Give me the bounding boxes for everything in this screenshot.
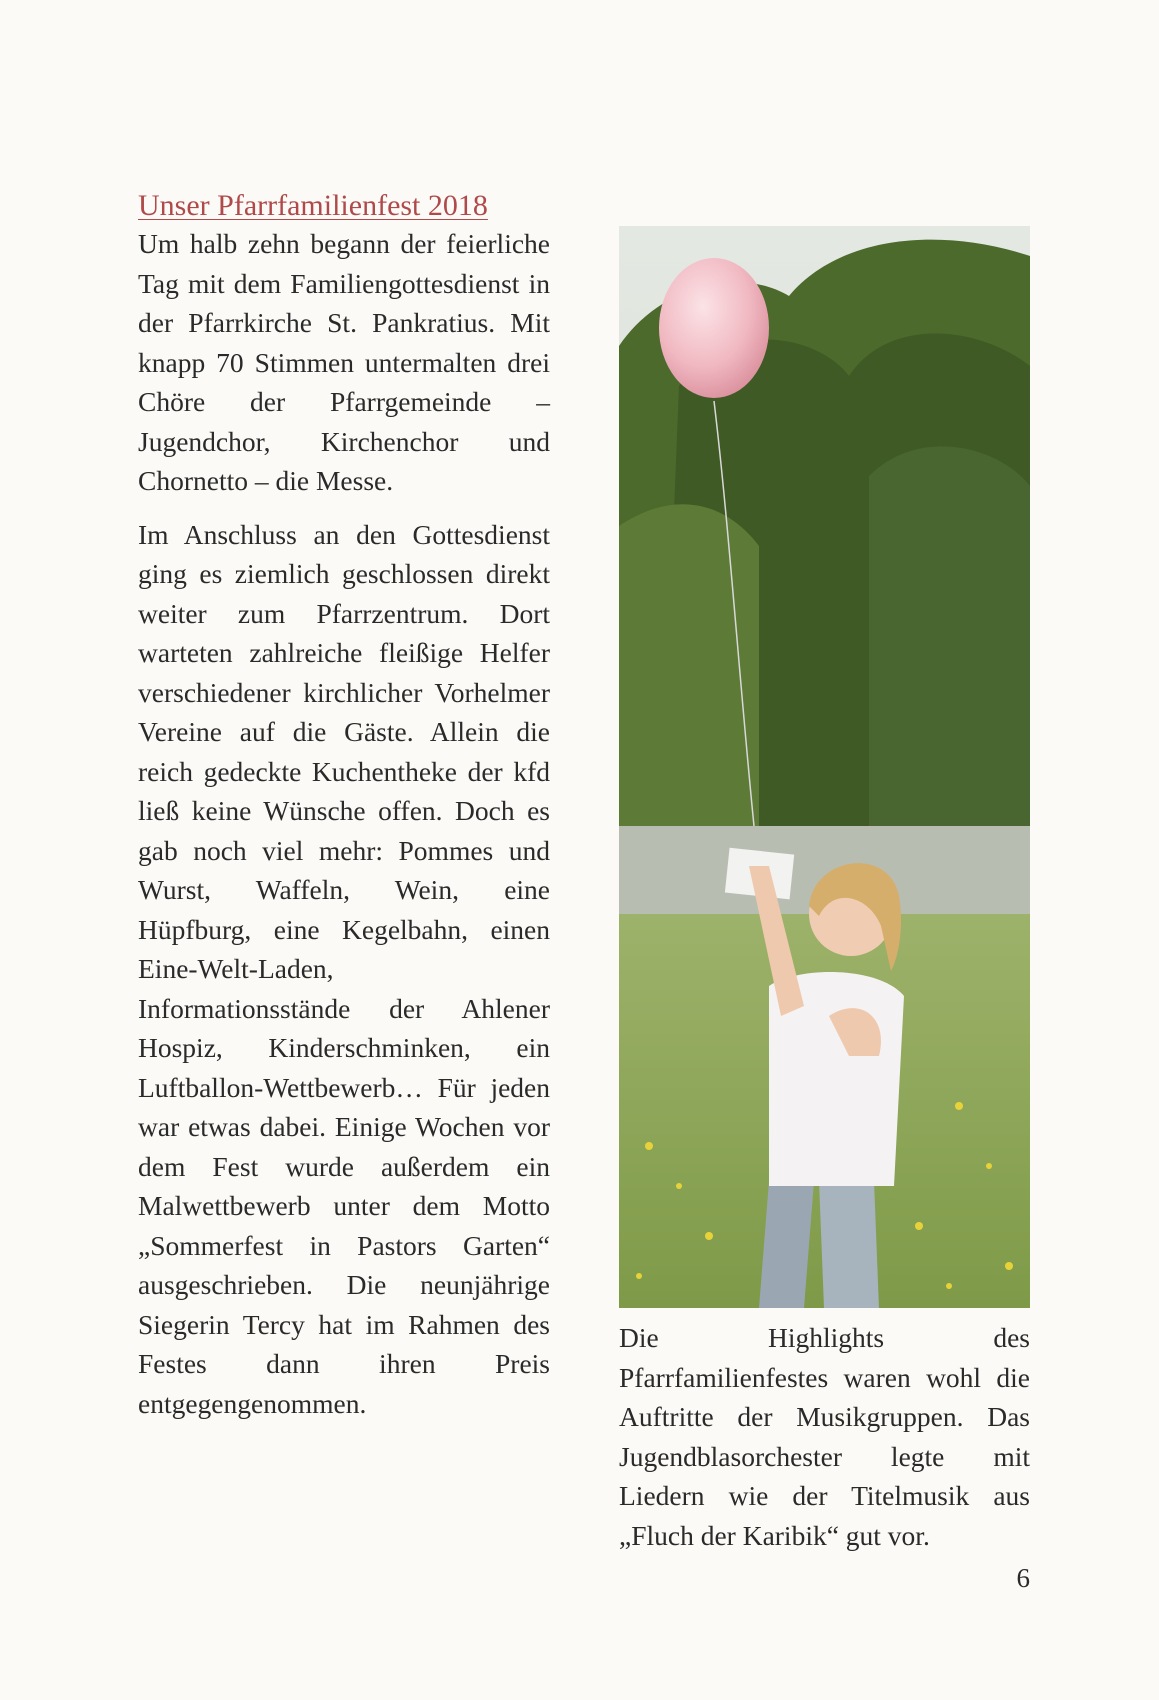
page-number: 6 — [1016, 1563, 1030, 1593]
right-column — [619, 1318, 1030, 1555]
girl-with-balloon-photo — [619, 226, 1030, 1308]
photo-caption-paragraph: Die Highlights des Pfarrfamilienfestes waren wohl die Auftritte der Musikgruppen. Das Jugendblasorchester legte mit Liedern wie der Titelmusik aus „Fluch der Karibik“ gut vor. — [619, 1322, 1030, 1551]
left-column — [138, 188, 550, 1423]
paragraph-1: Um halb zehn begann der feierliche Tag mit dem Familiengottesdienst in der Pfarrkirche St. Pankratius. Mit knapp 70 Stimmen untermalten drei Chöre der Pfarrgemeinde – Jugendchor, Kirchenchor und Chornetto – die Messe. — [138, 228, 550, 496]
article-title: Unser Pfarrfamilienfest 2018 — [138, 189, 488, 222]
paragraph-2: Im Anschluss an den Gottesdienst ging es ziemlich geschlossen direkt weiter zum Pfarrzentrum. Dort warteten zahlreiche fleißige Helfer verschiedener kirchlicher Vorhelmer Vereine auf die Gäste. Allein die reich gedeckte Kuchentheke der kfd ließ keine Wünsche offen. Doch es gab noch viel mehr: Pommes und Wurst, Waffeln, Wein, eine Hüpfburg, eine Kegelbahn, einen Eine-Welt-Laden, Informationsstände der Ahlener Hospiz, Kinderschminken, ein Luftballon-Wettbewerb… Für jeden war etwas dabei. Einige Wochen vor dem Fest wurde außerdem ein Malwettbewerb unter dem Motto „Sommerfest in Pastors Garten“ ausgeschrieben. Die neunjährige Siegerin Tercy hat im Rahmen des Festes dann ihren Preis entgegengenommen. — [138, 518, 550, 1419]
